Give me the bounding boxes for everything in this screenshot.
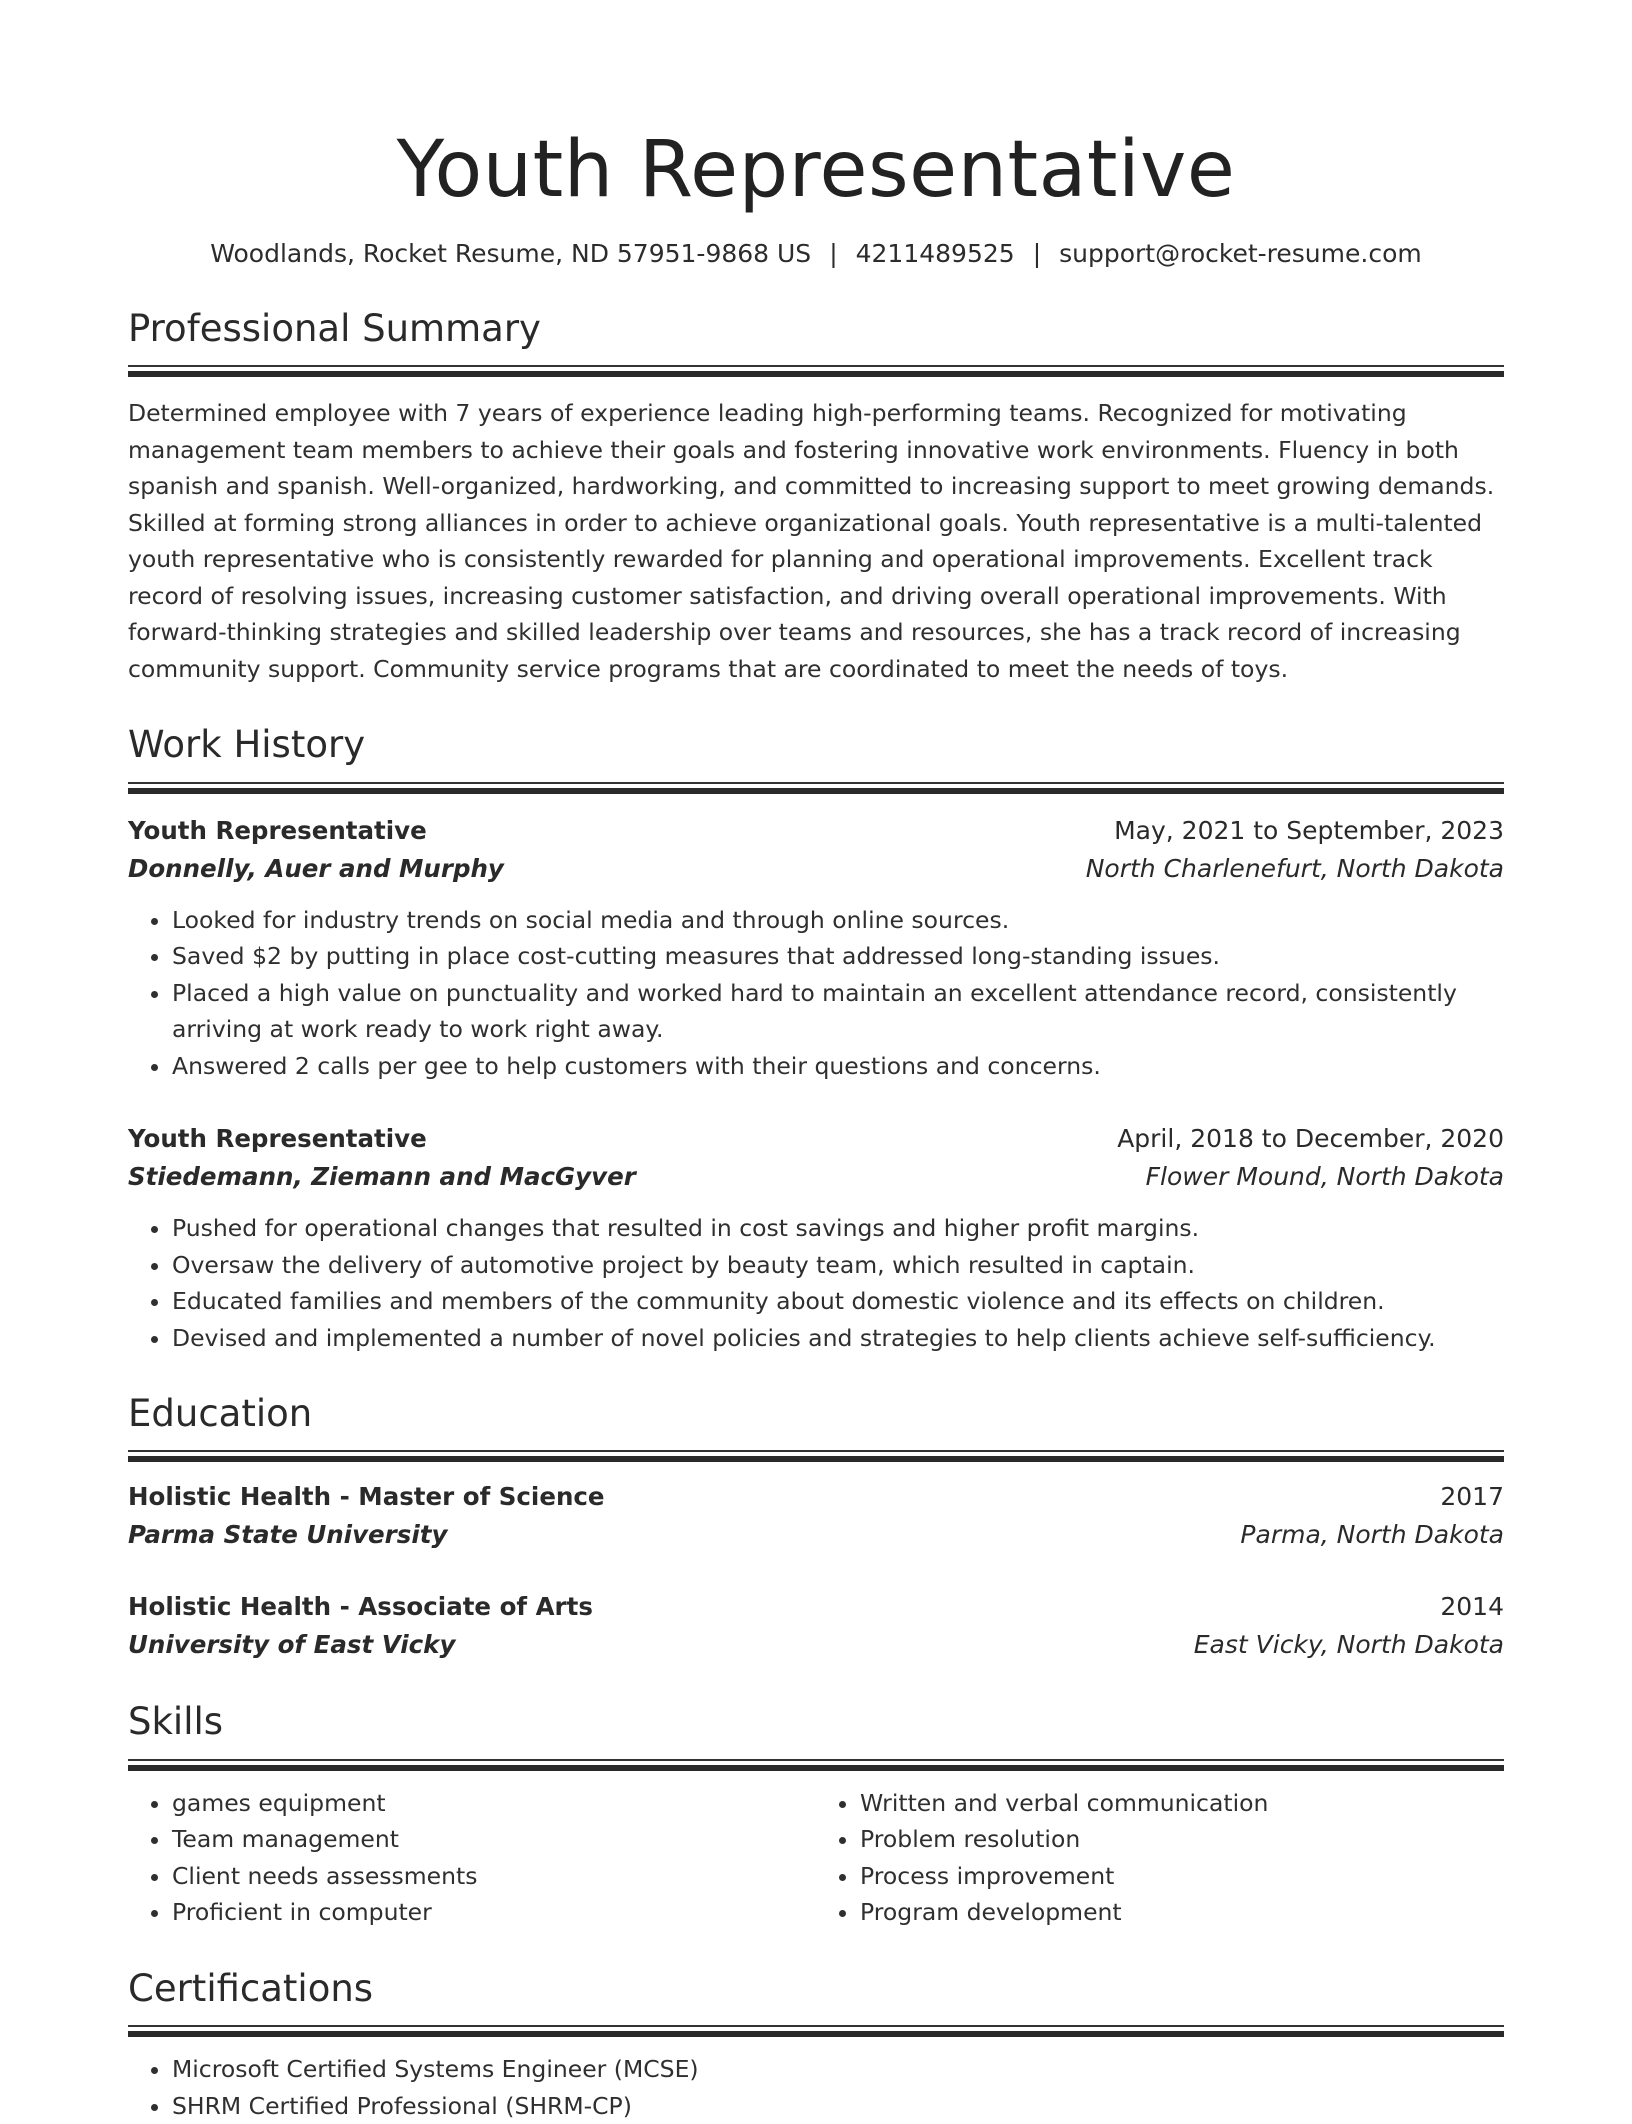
education-school-row [128, 1626, 1504, 1664]
job-bullet: • Pushed for operational changes that resulted in cost savings and higher profit margins. [172, 1210, 1504, 1247]
job-header-row [128, 812, 1504, 850]
contact-phone: 4211489525 [855, 238, 1015, 268]
certification-item: • Microsoft Certified Systems Engineer (MCSE) [172, 2051, 1504, 2088]
contact-separator: | [829, 238, 838, 268]
skill-item: • games equipment [172, 1785, 816, 1822]
skill-item: • Client needs assessments [172, 1858, 816, 1895]
skill-item: • Process improvement [860, 1858, 1504, 1895]
skills-column-left [128, 1785, 816, 1931]
section-title-education: Education [128, 1392, 313, 1436]
job-company-row [128, 1158, 1504, 1196]
skills-column-right [816, 1785, 1504, 1931]
contact-email[interactable]: support@rocket-resume.com [1059, 238, 1422, 268]
section-divider [128, 782, 1504, 794]
job-bullet: • Answered 2 calls per gee to help customers with their questions and concerns. [172, 1048, 1504, 1085]
summary-text: Determined employee with 7 years of experience leading high-performing teams. Recognized for motivating management team members to achieve their goals and fostering innovative work environments. Fluency in both spanish and spanish. Well-organized, hardworking, and committed to increasing support to meet growing demands. Skilled at forming strong alliances in order to achieve organizational goals. Youth representative is a multi-talented youth representative who is consistently rewarded for planning and operational improvements. Excellent track record of resolving issues, increasing customer satisfaction, and driving overall operational improvements. With forward-thinking strategies and skilled leadership over teams and resources, she has a track record of increasing community support. Community service programs that are coordinated to meet the needs of toys. [128, 399, 1495, 683]
job-location: North Charlenefurt, North Dakota [1085, 853, 1504, 883]
education-location: Parma, North Dakota [1240, 1520, 1504, 1550]
education-year: 2017 [1440, 1482, 1504, 1512]
job-bullet: • Oversaw the delivery of automotive project by beauty team, which resulted in captain. [172, 1247, 1504, 1284]
job-entry [128, 1120, 1504, 1356]
section-title-certifications: Certifications [128, 1966, 374, 2010]
job-bullet: • Looked for industry trends on social media and through online sources. [172, 902, 1504, 939]
job-role: Youth Representative [128, 815, 427, 845]
job-role: Youth Representative [128, 1124, 427, 1154]
skill-item: • Program development [860, 1894, 1504, 1931]
job-bullets [128, 902, 1504, 1085]
skill-item: • Problem resolution [860, 1821, 1504, 1858]
job-company: Stiedemann, Ziemann and MacGyver [128, 1162, 636, 1192]
job-dates: April, 2018 to December, 2020 [1117, 1124, 1504, 1154]
education-entry [128, 1478, 1504, 1554]
job-bullet: • Devised and implemented a number of novel policies and strategies to help clients achieve self-sufficiency. [172, 1320, 1504, 1357]
education-school: Parma State University [128, 1520, 448, 1550]
section-title-work: Work History [128, 723, 366, 767]
job-dates: May, 2021 to September, 2023 [1114, 815, 1504, 845]
education-location: East Vicky, North Dakota [1193, 1630, 1504, 1660]
education-year: 2014 [1440, 1592, 1504, 1622]
section-divider [128, 1450, 1504, 1462]
skill-item: • Written and verbal communication [860, 1785, 1504, 1822]
job-company: Donnelly, Auer and Murphy [128, 853, 504, 883]
education-school: University of East Vicky [128, 1630, 456, 1660]
education-degree: Holistic Health - Master of Science [128, 1482, 605, 1512]
job-bullet: • Educated families and members of the community about domestic violence and its effects on children. [172, 1283, 1504, 1320]
resume-name: Youth Representative [396, 125, 1236, 215]
section-title-summary: Professional Summary [128, 306, 541, 350]
education-degree: Holistic Health - Associate of Arts [128, 1592, 593, 1622]
job-bullet: • Placed a high value on punctuality and worked hard to maintain an excellent attendance record, consistently arriving at work ready to work right away. [172, 975, 1504, 1048]
education-header-row [128, 1478, 1504, 1516]
education-section [128, 1392, 1504, 1664]
section-divider [128, 1759, 1504, 1771]
section-divider [128, 365, 1504, 377]
job-header-row [128, 1120, 1504, 1158]
education-header-row [128, 1588, 1504, 1626]
work-section [128, 723, 1504, 1356]
certifications-section [128, 1967, 1504, 2124]
skills-section [128, 1700, 1504, 1930]
summary-section [128, 307, 1504, 687]
job-entry [128, 812, 1504, 1085]
skills-grid [128, 1785, 1504, 1931]
contact-line [128, 236, 1504, 271]
job-bullets [128, 1210, 1504, 1356]
job-location: Flower Mound, North Dakota [1145, 1162, 1504, 1192]
contact-address: Woodlands, Rocket Resume, ND 57951-9868 US [210, 238, 812, 268]
contact-separator: | [1032, 238, 1042, 268]
education-entry [128, 1588, 1504, 1664]
certification-item: • SHRM Certified Professional (SHRM-CP) [172, 2088, 1504, 2124]
certification-list [128, 2051, 1504, 2124]
section-divider [128, 2025, 1504, 2037]
education-school-row [128, 1516, 1504, 1554]
skill-item: • Team management [172, 1821, 816, 1858]
skill-item: • Proficient in computer [172, 1894, 816, 1931]
section-title-skills: Skills [128, 1700, 224, 1744]
job-bullet: • Saved $2 by putting in place cost-cutting measures that addressed long-standing issues. [172, 938, 1504, 975]
job-company-row [128, 850, 1504, 888]
